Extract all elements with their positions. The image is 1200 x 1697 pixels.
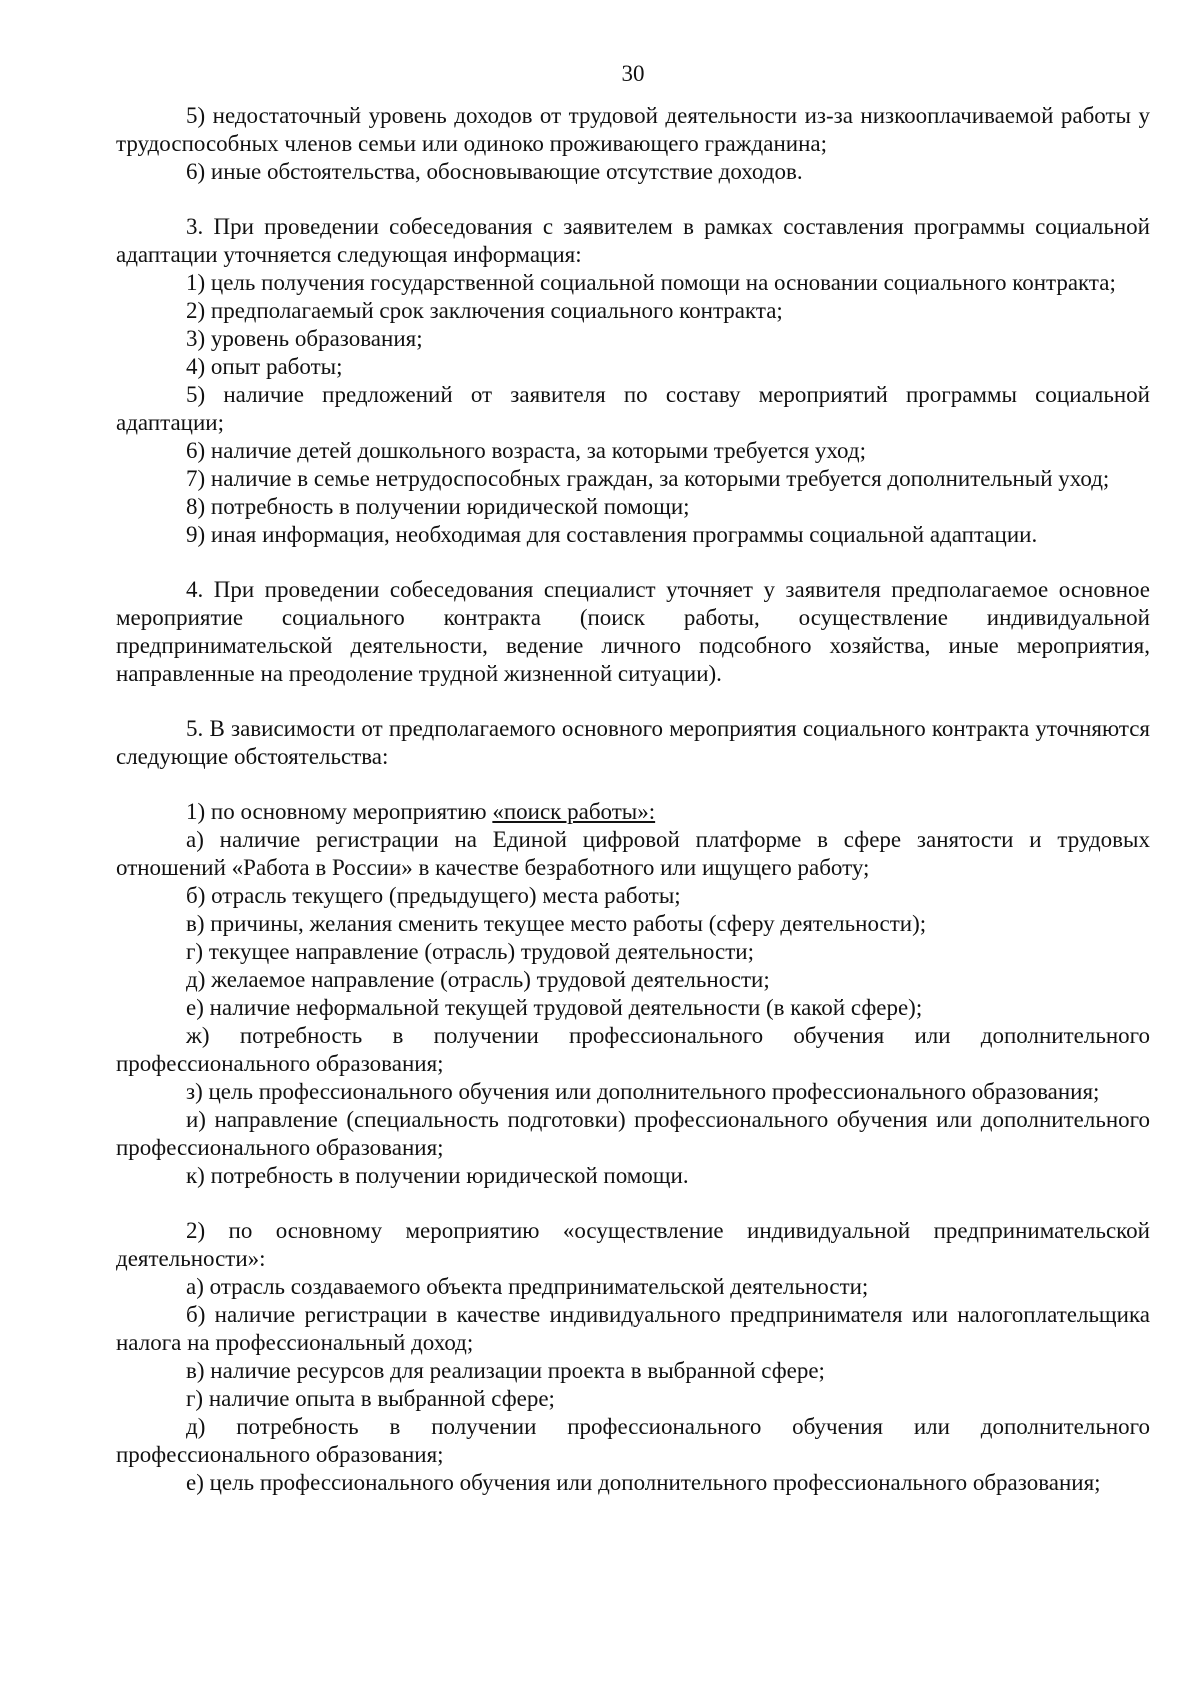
subsection-1-heading <box>116 798 1150 826</box>
list-item: 3) уровень образования; <box>186 326 423 351</box>
list-item: з) цель профессионального обучения или дополнительного профессионального образования; <box>186 1079 1100 1104</box>
section-3-heading: 3. При проведении собеседования с заявителем в рамках составления программы социальной адаптации уточняется следующая информация: <box>116 214 1150 267</box>
list-item: 9) иная информация, необходимая для составления программы социальной адаптации. <box>186 522 1038 547</box>
list-item: г) текущее направление (отрасль) трудовой деятельности; <box>186 939 754 964</box>
list-item: 2) предполагаемый срок заключения социального контракта; <box>186 298 783 323</box>
list-item: д) желаемое направление (отрасль) трудовой деятельности; <box>186 967 770 992</box>
list-item: в) наличие ресурсов для реализации проекта в выбранной сфере; <box>186 1358 825 1383</box>
section-4-paragraph: 4. При проведении собеседования специалист уточняет у заявителя предполагаемое основное мероприятие социального контракта (поиск работы, осуществление индивидуальной предпринимательской деятельности, ведение личного подсобного хозяйства, иные мероприятия, направленные на преодоление трудной жизненной ситуации). <box>116 577 1150 686</box>
list-item: а) наличие регистрации на Единой цифровой платформе в сфере занятости и трудовых отношений «Работа в России» в качестве безработного или ищущего работу; <box>116 827 1150 880</box>
list-item: г) наличие опыта в выбранной сфере; <box>186 1386 555 1411</box>
list-item: 1) цель получения государственной социальной помощи на основании социального контракта; <box>186 270 1116 295</box>
list-item: 7) наличие в семье нетрудоспособных граждан, за которыми требуется дополнительный уход; <box>186 466 1110 491</box>
list-item: к) потребность в получении юридической помощи. <box>186 1163 689 1188</box>
list-item: д) потребность в получении профессионального обучения или дополнительного профессионального образования; <box>116 1414 1150 1467</box>
document-page <box>116 60 1150 1497</box>
page-number: 30 <box>621 61 645 86</box>
list-item: 4) опыт работы; <box>186 354 343 379</box>
list-item: 5) наличие предложений от заявителя по составу мероприятий программы социальной адаптации; <box>116 382 1150 435</box>
list-item: б) отрасль текущего (предыдущего) места работы; <box>186 883 681 908</box>
subsection-2-heading: 2) по основному мероприятию «осуществление индивидуальной предпринимательской деятельности»: <box>116 1218 1150 1271</box>
list-item: а) отрасль создаваемого объекта предпринимательской деятельности; <box>186 1274 869 1299</box>
list-item: 6) наличие детей дошкольного возраста, за которыми требуется уход; <box>186 438 866 463</box>
subsection-1-prefix: 1) по основному мероприятию <box>186 799 493 824</box>
paragraph: 6) иные обстоятельства, обосновывающие отсутствие доходов. <box>186 159 803 184</box>
list-item: е) цель профессионального обучения или дополнительного профессионального образования; <box>186 1470 1101 1495</box>
list-item: в) причины, желания сменить текущее место работы (сферу деятельности); <box>186 911 927 936</box>
list-item: и) направление (специальность подготовки) профессионального обучения или дополнительного профессионального образования; <box>116 1107 1150 1160</box>
list-item: б) наличие регистрации в качестве индивидуального предпринимателя или налогоплательщика налога на профессиональный доход; <box>116 1302 1150 1355</box>
list-item: е) наличие неформальной текущей трудовой деятельности (в какой сфере); <box>186 995 923 1020</box>
list-item: 8) потребность в получении юридической помощи; <box>186 494 690 519</box>
section-5-heading: 5. В зависимости от предполагаемого основного мероприятия социального контракта уточняются следующие обстоятельства: <box>116 716 1150 769</box>
paragraph: 5) недостаточный уровень доходов от трудовой деятельности из-за низкооплачиваемой работы у трудоспособных членов семьи или одиноко проживающего гражданина; <box>116 103 1150 156</box>
job-search-underlined: «поиск работы»: <box>492 799 656 824</box>
list-item: ж) потребность в получении профессионального обучения или дополнительного профессионального образования; <box>116 1023 1150 1076</box>
